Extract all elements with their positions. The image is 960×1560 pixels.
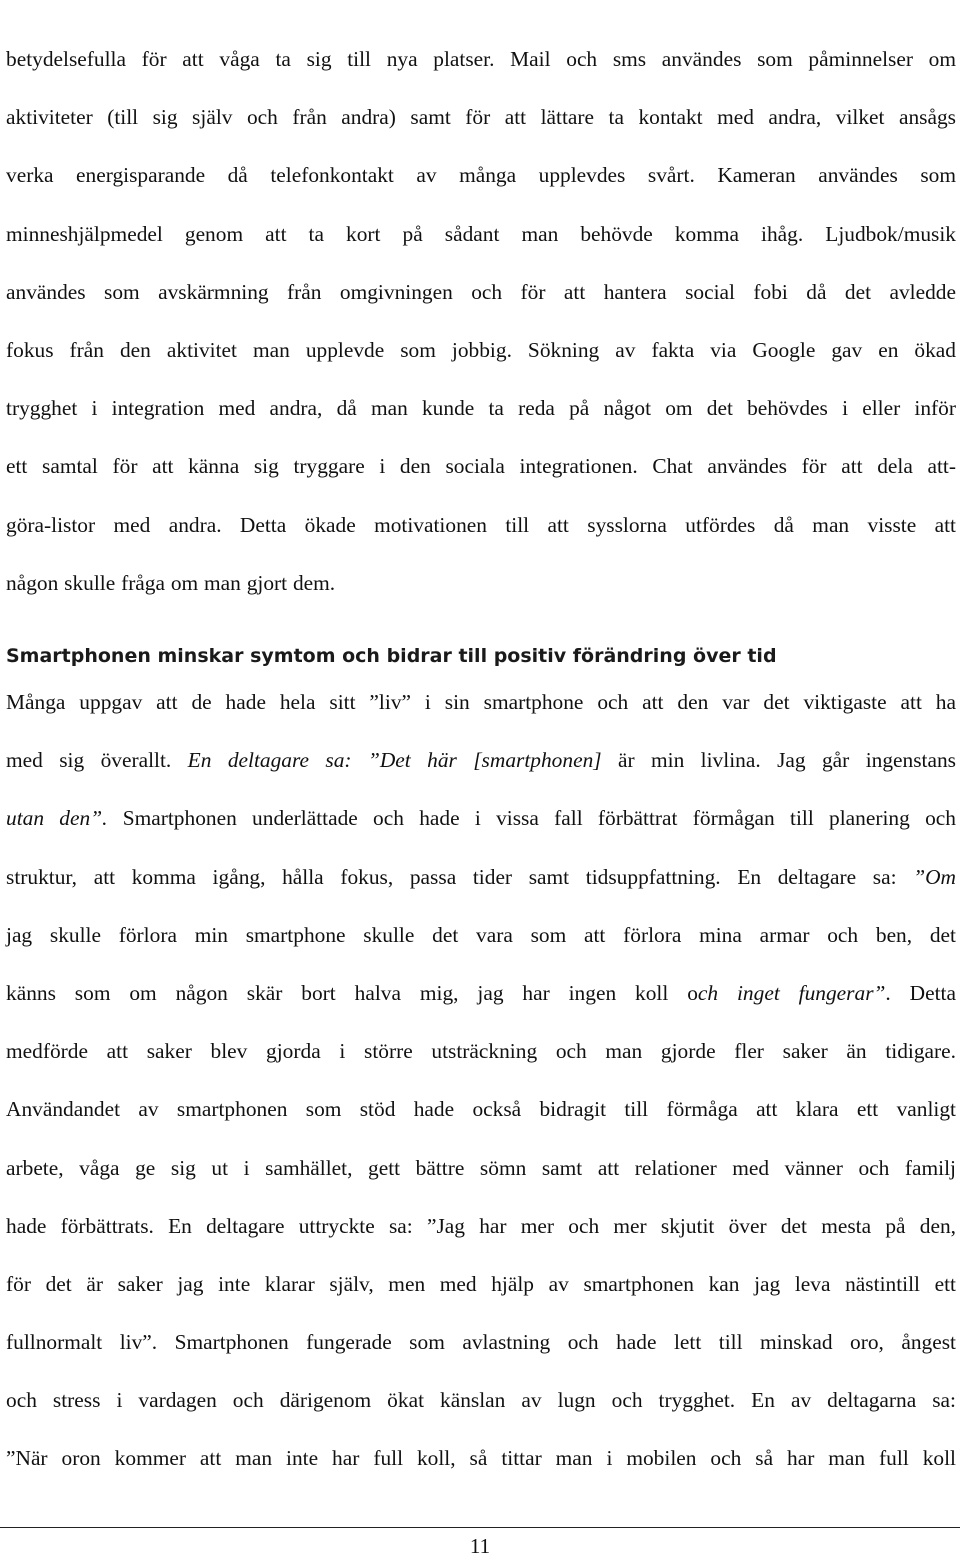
text-line: jag skulle förlora min smartphone skulle det vara som att förlora mina armar och ben, det [6,922,956,947]
text-line [6,964,956,1022]
text-line: trygghet i integration med andra, då man kunde ta reda på något om det behövdes i eller inför [6,396,956,421]
text-span: känns som om någon skär bort halva mig, jag har ingen koll o [6,980,698,1005]
text-line: fullnormalt liv”. Smartphonen fungerade som avlastning och hade lett till minskad oro, ångest [6,1330,956,1355]
text-line: minneshjälpmedel genom att ta kort på sådant man behövde komma ihåg. Ljudbok/musik [6,221,956,246]
text-line: arbete, våga ge sig ut i samhället, gett bättre sömn samt att relationer med vänner och familj [6,1155,956,1180]
quote-text: ”Om [913,864,956,889]
text-line [6,789,956,847]
footer-divider [0,1527,960,1528]
quote-text: utan den”. [6,806,108,831]
text-span: . Detta [885,980,956,1005]
text-line: medförde att saker blev gjorda i större utsträckning och man gjorde fler saker än tidigare. [6,1039,956,1064]
text-line: Användandet av smartphonen som stöd hade också bidragit till förmåga att klara ett vanligt [6,1097,956,1122]
text-span: Smartphonen underlättade och hade i vissa fall förbättrat förmågan till planering och [107,806,956,831]
section-heading: Smartphonen minskar symtom och bidrar till positiv förändring över tid [6,645,777,667]
quote-text: En deltagare sa: ”Det här [smartphonen] [187,748,602,773]
body-paragraph [6,673,956,1488]
text-line: användes som avskärmning från omgivningen och för att hantera social fobi då det avledde [6,279,956,304]
text-line: hade förbättrats. En deltagare uttryckte sa: ”Jag har mer och mer skjutit över det mesta på den, [6,1213,956,1238]
text-line: för det är saker jag inte klarar själv, men med hjälp av smartphonen kan jag leva nästintill ett [6,1271,956,1296]
text-line [6,731,956,789]
text-line: verka energisparande då telefonkontakt av många upplevdes svårt. Kameran användes som [6,163,956,188]
body-paragraph [6,30,956,612]
text-line: fokus från den aktivitet man upplevde som jobbig. Sökning av fakta via Google gav en ökad [6,337,956,362]
text-line: någon skulle fråga om man gjort dem. [6,570,336,595]
page-number: 11 [469,1534,491,1558]
text-span: är min livlina. Jag går ingenstans [601,748,956,773]
text-line: betydelsefulla för att våga ta sig till nya platser. Mail och sms användes som påminnelser om [6,47,956,71]
text-line: ”När oron kommer att man inte har full koll, så tittar man i mobilen och så har man full koll [6,1446,956,1471]
text-span: struktur, att komma igång, hålla fokus, passa tider samt tidsuppfattning. En deltagare sa: [6,864,914,889]
text-line: göra-listor med andra. Detta ökade motivationen till att sysslorna utfördes då man visste att [6,512,956,537]
text-line: aktiviteter (till sig själv och från andra) samt för att lättare ta kontakt med andra, vilket ansågs [6,105,956,130]
text-line: ett samtal för att känna sig tryggare i den sociala integrationen. Chat användes för att dela att- [6,454,956,479]
text-span: med sig överallt. [6,748,188,773]
text-line [6,848,956,906]
text-line: Många uppgav att de hade hela sitt ”liv” i sin smartphone och att den var det viktigaste att ha [6,690,956,714]
text-line: och stress i vardagen och därigenom ökat känslan av lugn och trygghet. En av deltagarna sa: [6,1388,956,1413]
quote-text: ch inget fungerar” [697,980,886,1005]
